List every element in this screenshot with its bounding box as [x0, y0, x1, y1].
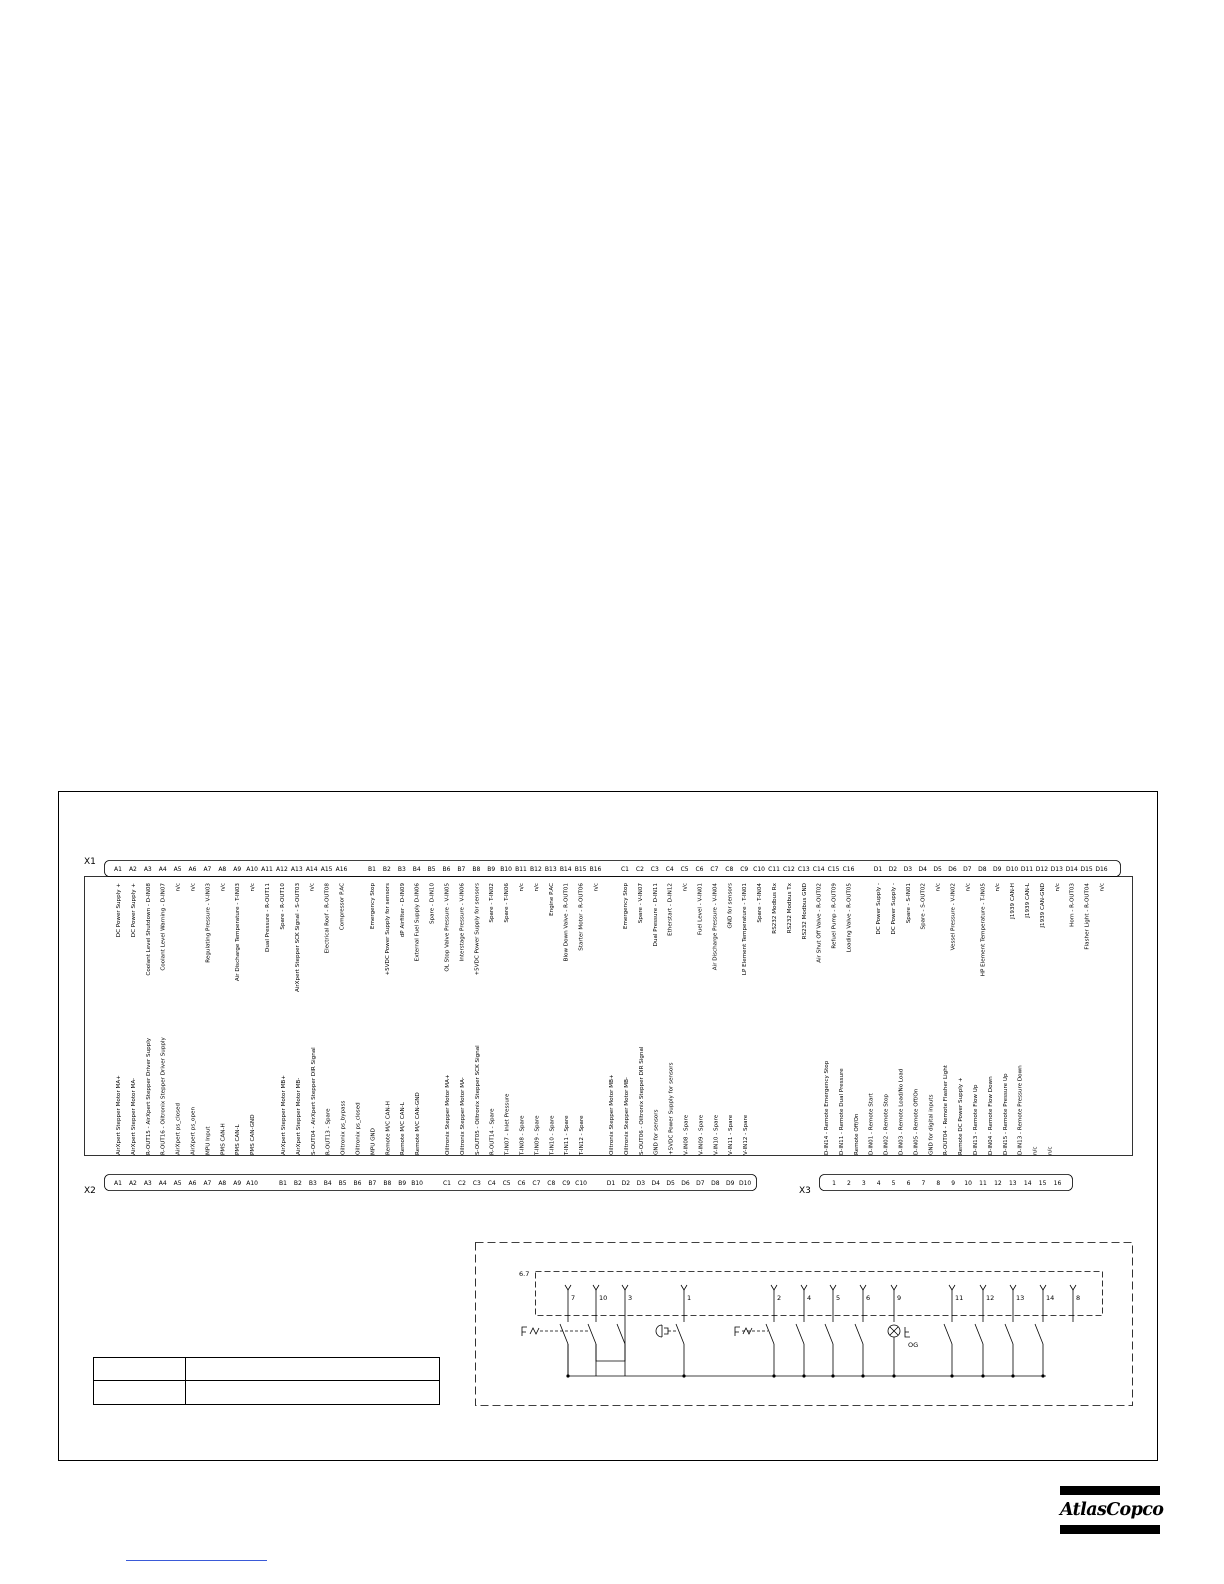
x1-pin: B2	[382, 866, 391, 873]
remote-terminal-number: 9	[897, 1294, 902, 1302]
x2-pin: B8	[383, 1180, 392, 1187]
x1-pin: D3	[903, 866, 913, 873]
x2-pin: A10	[246, 1180, 258, 1187]
x3-pin: 2	[846, 1180, 851, 1187]
x1-pin: D4	[918, 866, 927, 873]
x2-pin: B5	[338, 1180, 347, 1187]
x2-pin: B9	[398, 1180, 407, 1187]
x1-signal: Blow Down Valve - R-OUT01	[563, 883, 570, 962]
x1-signal: Etherstart - D-IN12	[667, 883, 674, 936]
remote-terminal	[676, 1285, 691, 1378]
x1-pin: B10	[500, 866, 512, 873]
x2-signal: Oiltronix ps_bypass	[340, 1100, 347, 1155]
x3-pin: 11	[979, 1180, 987, 1187]
x1-pin: B9	[487, 866, 496, 873]
x1-signal: J1939 CAN-GND	[1039, 883, 1046, 928]
x2-signal: R-OUT13 - Spare	[325, 1108, 332, 1155]
x2-pin: A7	[203, 1180, 212, 1187]
x1-signal: n/c	[175, 883, 182, 892]
x2-pin: C6	[517, 1180, 526, 1187]
x1-pin: B15	[574, 866, 587, 873]
x1-signal: AirXpert Stepper SCK Signal - S-OUT03	[294, 883, 301, 992]
x1-pin: A12	[276, 866, 288, 873]
x2-signal: Remote M/C CAN-GND	[415, 1092, 422, 1155]
x2-signal: Oiltronix Stepper Motor MB+	[609, 1074, 615, 1155]
remote-terminal-number: 14	[1046, 1294, 1055, 1302]
x1-signal: Spare - T-IN04	[757, 883, 764, 923]
x2-pin: A6	[188, 1180, 197, 1187]
remote-terminal-number: 10	[599, 1294, 608, 1302]
x1-pin: C9	[740, 866, 749, 873]
x1-signal: Flasher Light - R-OUT04	[1084, 883, 1091, 950]
x1-pin: C10	[753, 866, 766, 873]
remote-outer-box	[476, 1243, 1133, 1406]
x1-pin: C12	[782, 866, 795, 873]
x1-pin: B16	[589, 866, 602, 873]
x1-signal: Starter Motor - R-OUT06	[578, 883, 585, 951]
remote-terminal-number: 6	[866, 1294, 871, 1302]
x1-pin: D14	[1065, 866, 1078, 873]
x1-signal: DC Power Supply -	[890, 883, 897, 935]
x1-pin: D10	[1005, 866, 1019, 873]
x1-signal: LP Element Temperature - T-IN01	[742, 883, 749, 976]
x2-signal: PMS CAN-L	[235, 1124, 242, 1155]
x1-signal: Air Discharge Temperature - T-IN03	[235, 883, 242, 982]
x1-signal: Fuel Level - V-IN01	[697, 883, 704, 936]
x1-signal: RS232 Modbus Tx	[786, 883, 793, 934]
x2-signal: Oiltronix Stepper Motor MA-	[459, 1077, 466, 1155]
x1-signal: GND for sensors	[727, 883, 734, 929]
x1-signal: dP Airfilter - D-IN09	[399, 883, 406, 938]
x1-pin: A4	[158, 866, 167, 873]
x1-pin: D1	[873, 866, 883, 873]
logo-bar-bottom	[1060, 1525, 1160, 1534]
x1-signal: Air Shut Off Valve - R-OUT02	[816, 883, 823, 963]
x2-pin: D10	[738, 1180, 752, 1187]
x1-pin: D13	[1050, 866, 1063, 873]
remote-terminal-number: 13	[1016, 1294, 1025, 1302]
x3-pin: 9	[951, 1180, 956, 1187]
x2-pin: D7	[696, 1180, 705, 1187]
remote-terminal-number: 8	[1076, 1294, 1081, 1302]
x2-pin: D2	[621, 1180, 631, 1187]
remote-terminal	[1035, 1285, 1054, 1378]
x1-pin: D11	[1020, 866, 1034, 873]
x1-pin: B1	[368, 866, 376, 873]
x1-signal: Spare - S-OUT02	[920, 883, 927, 930]
remote-terminal	[1070, 1285, 1080, 1322]
x1-signal: Spare - R-OUT10	[279, 883, 286, 930]
x3-signal: n/c	[1032, 1146, 1039, 1155]
x1-pin: C15	[827, 866, 840, 873]
x1-pin: D9	[992, 866, 1002, 873]
x1-signal: Coolant Level Warning - D-IN07	[160, 883, 167, 971]
x2-pin: C8	[547, 1180, 556, 1187]
x3-signal: D-IN15 - Remote Pressure Up	[1002, 1073, 1009, 1155]
x3-signal: D-IN11 - Remote Dual Pressure	[838, 1068, 845, 1155]
x2-signal: V-IN09 - Spare	[698, 1114, 705, 1155]
x3-pin: 5	[891, 1180, 896, 1187]
connector-x2	[84, 1037, 757, 1196]
x1-signal: Horn - R-OUT03	[1069, 883, 1076, 927]
x1-pin: A5	[173, 866, 182, 873]
x2-signal: +5VDC Power Supply for sensors	[668, 1062, 675, 1155]
remote-terminal-number: 3	[628, 1294, 633, 1302]
x1-signal: n/c	[593, 883, 600, 892]
x2-pin: D6	[681, 1180, 690, 1187]
x3-signal: D-IN05 - Remote Off/On	[913, 1088, 920, 1155]
x1-pin: A1	[114, 866, 122, 873]
x3-signal: R-OUT04 - Remote Flasher Light	[943, 1065, 950, 1155]
x1-label: X1	[84, 857, 96, 867]
atlas-copco-logo	[1060, 1486, 1164, 1534]
x2-pin: B6	[353, 1180, 362, 1187]
remote-ref-label: 6.7	[519, 1270, 530, 1278]
x2-signal: V-IN12 - Spare	[743, 1114, 750, 1155]
x1-pin: B14	[559, 866, 572, 873]
x2-label: X2	[84, 1186, 96, 1196]
x3-signal: Remote Off/On	[853, 1113, 860, 1155]
x2-pin: B7	[368, 1180, 377, 1187]
remote-terminal	[944, 1285, 963, 1378]
x1-pin: A9	[233, 866, 242, 873]
remote-terminal-number: 12	[986, 1294, 995, 1302]
x1-pin: B3	[397, 866, 406, 873]
x1-signal: J1939 CAN-H	[1010, 883, 1017, 919]
x1-signal: Air Discharge Pressure - V-IN04	[712, 883, 719, 971]
x2-signal: AirXpert ps_closed	[175, 1103, 182, 1155]
x1-signal: HP Element Temperature - T-IN05	[980, 883, 987, 977]
remote-terminal	[825, 1285, 840, 1378]
x1-pin: C3	[650, 866, 659, 873]
x1-pin: A3	[143, 866, 152, 873]
x1-pin: B8	[472, 866, 481, 873]
x2-pin: D9	[725, 1180, 735, 1187]
x1-pin: B13	[544, 866, 557, 873]
x2-signal: AirXpert Stepper Motor MA+	[116, 1075, 122, 1155]
x2-signal: GND for sensors	[653, 1109, 660, 1155]
x1-signal: n/c	[309, 883, 316, 892]
x2-signal: V-IN11 - Spare	[728, 1114, 735, 1155]
x1-signal: Vessel Pressure - V-IN02	[950, 883, 957, 951]
x3-pin-labels	[832, 1180, 1061, 1187]
x1-pin: A2	[128, 866, 137, 873]
x1-signal: Spare - V-IN07	[637, 883, 644, 924]
footer-line	[126, 1560, 267, 1561]
x2-signal: T-IN09 - Spare	[534, 1115, 541, 1155]
x2-pin: D3	[636, 1180, 646, 1187]
x2-signal: AirXpert Stepper Motor MB-	[295, 1077, 302, 1155]
x2-signal: S-OUT04 - AirXpert Stepper DIR Signal	[310, 1047, 317, 1155]
x1-signal-labels	[116, 882, 1106, 992]
x1-pin: C11	[768, 866, 780, 873]
x1-signal: J1939 CAN-L	[1025, 883, 1031, 918]
x2-pin: C10	[575, 1180, 588, 1187]
x2-signal: AirXpert ps_open	[190, 1107, 197, 1155]
x2-pin: A4	[158, 1180, 167, 1187]
x1-signal: Coolant Level Shutdown - D-IN08	[145, 883, 152, 976]
x1-pin: A16	[335, 866, 348, 873]
x1-pin: A13	[290, 866, 303, 873]
remote-terminal-number: 4	[807, 1294, 812, 1302]
x2-signal: Oiltronix Stepper Motor MB-	[623, 1077, 630, 1155]
x1-pin: D8	[978, 866, 987, 873]
x3-pin: 7	[921, 1180, 926, 1187]
x2-pin: A5	[173, 1180, 182, 1187]
remote-terminal-number: 5	[836, 1294, 841, 1302]
x2-signal: T-IN12 - Spare	[579, 1115, 586, 1155]
x3-header	[820, 1175, 1073, 1191]
x3-pin: 14	[1023, 1180, 1032, 1187]
x2-pin: D5	[666, 1180, 675, 1187]
x1-pin: C4	[665, 866, 674, 873]
x1-signal: Interstage Pressure - V-IN06	[459, 883, 466, 962]
x3-signal: n/c	[1047, 1146, 1054, 1155]
x1-pin-labels	[114, 866, 1108, 873]
x1-signal: Spare - T-IN06	[504, 883, 511, 923]
x2-signal: T-IN11 - Spare	[564, 1115, 571, 1155]
x3-signal: GND for digital inputs	[928, 1094, 935, 1155]
x2-signal: V-IN08 - Spare	[683, 1114, 690, 1155]
x2-pin: C9	[562, 1180, 571, 1187]
x2-pin: A9	[233, 1180, 242, 1187]
x2-pin: B2	[293, 1180, 302, 1187]
x1-pin: D7	[963, 866, 972, 873]
remote-terminal	[855, 1285, 870, 1378]
remote-contacts	[522, 1285, 1080, 1378]
x1-pin: C6	[695, 866, 704, 873]
x2-signal: R-OUT16 - Oiltronix Stepper Driver Supply	[160, 1037, 167, 1155]
x2-signal: AirXpert Stepper Motor MB+	[281, 1075, 287, 1155]
x1-signal: Emergency Stop	[370, 883, 376, 930]
x2-pin: B1	[279, 1180, 287, 1187]
x2-signal: PMS CAN-GND	[250, 1114, 257, 1155]
x2-pin: C3	[472, 1180, 481, 1187]
logo-bar-top	[1060, 1486, 1160, 1495]
remote-terminal	[617, 1285, 632, 1376]
x2-signal: S-OUT06 - Oiltronix Stepper DIR Signal	[638, 1046, 645, 1155]
x1-signal: RS232 Modbus Rx	[772, 883, 778, 934]
x1-signal: Engine P.AC	[548, 883, 555, 916]
x3-pin: 10	[964, 1180, 972, 1187]
x1-pin: C5	[680, 866, 689, 873]
x3-signal-labels	[824, 1060, 1054, 1155]
x1-signal: n/c	[250, 883, 257, 892]
x2-signal: S-OUT05 - Oiltronix Stepper SCK Signal	[474, 1045, 481, 1155]
x2-signal: MPU GND	[370, 1128, 377, 1155]
x1-signal: Loading Valve - R-OUT05	[846, 883, 853, 953]
x1-signal: Emergency Stop	[623, 883, 629, 930]
x1-signal: Compressor P.AC	[339, 883, 346, 931]
x3-pin: 8	[936, 1180, 941, 1187]
x1-signal: Dual Pressure - D-IN11	[652, 883, 659, 947]
x2-pin: A8	[218, 1180, 227, 1187]
x3-pin: 6	[906, 1180, 911, 1187]
x1-pin: A8	[218, 866, 227, 873]
x1-signal: n/c	[220, 883, 227, 892]
x1-signal: DC Power Supply -	[876, 883, 882, 935]
x1-pin: C16	[842, 866, 855, 873]
x2-pin: C7	[532, 1180, 541, 1187]
x3-label: X3	[799, 1186, 811, 1196]
x2-signal: R-OUT14 - Spare	[489, 1108, 496, 1155]
x1-pin: D5	[933, 866, 942, 873]
x1-pin: A7	[203, 866, 212, 873]
x1-pin: D15	[1080, 866, 1093, 873]
x2-signal: Oiltronix ps_closed	[355, 1102, 362, 1155]
x1-pin: C13	[797, 866, 810, 873]
x2-signal: T-IN08 - Spare	[519, 1115, 526, 1155]
x1-pin: B7	[457, 866, 466, 873]
x2-signal-labels	[116, 1037, 749, 1156]
x1-pin: B4	[412, 866, 421, 873]
x1-signal: Spare - S-IN01	[905, 883, 912, 924]
remote-terminal	[1005, 1285, 1024, 1378]
x2-signal: MPU Input	[205, 1126, 212, 1155]
x1-signal: RS232 Modbus GND	[801, 883, 808, 940]
connector-x3	[799, 1060, 1073, 1196]
x1-pin: C1	[620, 866, 630, 873]
x1-signal: n/c	[190, 883, 197, 892]
x1-signal: +5VDC Power Supply for sensors	[384, 883, 391, 976]
x3-signal: D-IN03 - Remote Load/No Load	[898, 1068, 905, 1155]
x2-pin: C2	[457, 1180, 466, 1187]
remote-terminal	[975, 1285, 994, 1378]
x2-signal: Remote M/C CAN-L	[400, 1102, 407, 1155]
x2-pin: D8	[711, 1180, 720, 1187]
x1-signal: Dual Pressure - R-OUT11	[265, 883, 271, 952]
x3-signal: Remote DC Power Supply +	[958, 1077, 965, 1155]
x1-pin: A11	[261, 866, 273, 873]
x1-pin: B6	[442, 866, 451, 873]
x3-pin: 12	[994, 1180, 1002, 1187]
x3-pin: 1	[832, 1180, 836, 1187]
x3-signal: D-IN13 - Remote Flow Up	[973, 1084, 979, 1155]
x1-signal: n/c	[682, 883, 689, 892]
remote-terminal-number: 1	[687, 1294, 692, 1302]
x2-pin: C1	[442, 1180, 452, 1187]
x2-signal: T-IN10 - Spare	[549, 1115, 556, 1155]
x2-signal: AirXpert Stepper Motor MA-	[130, 1077, 137, 1155]
remote-terminal	[588, 1285, 607, 1376]
x3-signal: D-IN04 - Remote Flow Down	[987, 1076, 994, 1155]
x2-pin: C5	[502, 1180, 511, 1187]
x1-signal: n/c	[995, 883, 1002, 892]
x2-signal: PMS CAN-H	[220, 1123, 227, 1155]
remote-terminal	[888, 1285, 901, 1378]
x2-pin: A1	[114, 1180, 122, 1187]
revision-table	[94, 1358, 440, 1405]
x3-pin: 15	[1038, 1180, 1047, 1187]
x1-pin: D6	[948, 866, 957, 873]
remote-control-schematic	[476, 1243, 1133, 1406]
x3-pin: 16	[1053, 1180, 1062, 1187]
x3-pin: 13	[1008, 1180, 1017, 1187]
x1-signal: n/c	[519, 883, 525, 892]
lamp-label: OG	[908, 1341, 919, 1349]
x2-pin: B4	[323, 1180, 332, 1187]
x2-pin: B3	[308, 1180, 317, 1187]
x1-signal: Regulating Pressure - V-IN03	[205, 883, 212, 963]
x2-pin: C4	[487, 1180, 496, 1187]
x2-pin: A2	[128, 1180, 137, 1187]
x1-pin: D16	[1095, 866, 1108, 873]
remote-terminal-number: 7	[571, 1294, 576, 1302]
x2-signal: Remote M/C CAN-H	[385, 1101, 392, 1155]
x2-pin-labels	[114, 1180, 751, 1187]
x1-signal: Refuel Pump - R-OUT09	[831, 883, 838, 949]
x1-pin: C8	[725, 866, 734, 873]
x1-pin: C7	[710, 866, 719, 873]
x3-signal: D-IN14 - Remote Emergency Stop	[824, 1060, 830, 1155]
x1-signal: Electrical Roof - R-OUT08	[324, 883, 331, 954]
x2-pin: D4	[651, 1180, 660, 1187]
x1-pin: A15	[320, 866, 333, 873]
x2-pin: A3	[143, 1180, 152, 1187]
remote-terminal-number: 2	[777, 1294, 782, 1302]
x1-pin: D12	[1035, 866, 1049, 873]
x1-signal: n/c	[965, 883, 972, 892]
x3-signal: D-IN01 - Remote Start	[868, 1093, 875, 1155]
x2-signal: Oiltronix Stepper Motor MA+	[445, 1074, 451, 1155]
x1-pin: B11	[515, 866, 527, 873]
remote-terminal	[766, 1285, 781, 1378]
x1-signal: External Fuel Supply D-IN06	[414, 883, 421, 962]
x3-pin: 3	[861, 1180, 866, 1187]
x1-signal: OL Stop Valve Pressure - V-IN05	[444, 883, 451, 972]
x2-signal: R-OUT15 - AirXpert Stepper Driver Supply	[145, 1037, 152, 1155]
x1-signal: +5VDC Power Supply for sensors	[474, 883, 481, 976]
x1-pin: A14	[305, 866, 318, 873]
x2-pin: B10	[411, 1180, 423, 1187]
remote-terminal	[796, 1285, 811, 1378]
x1-pin: A6	[188, 866, 197, 873]
x1-signal: n/c	[935, 883, 942, 892]
remote-terminal-number: 11	[955, 1294, 964, 1302]
x1-signal: n/c	[1054, 883, 1061, 892]
x1-signal: n/c	[1099, 883, 1106, 892]
x2-signal: V-IN10 - Spare	[713, 1114, 720, 1155]
x1-pin: B12	[530, 866, 542, 873]
x2-signal: T-IN07 - Inlet Pressure	[504, 1093, 511, 1155]
x1-pin: C2	[635, 866, 644, 873]
x1-pin: A10	[246, 866, 258, 873]
x1-pin: C14	[812, 866, 825, 873]
x1-signal: n/c	[533, 883, 540, 892]
x1-pin: D2	[888, 866, 898, 873]
x2-pin: D1	[606, 1180, 616, 1187]
x3-signal: D-IN13 - Remote Pressure Down	[1017, 1065, 1024, 1155]
x3-signal: D-IN02 - Remote Stop	[883, 1094, 890, 1155]
logo-text: AtlasCopco	[1060, 1500, 1164, 1520]
x1-signal: DC Power Supply +	[116, 883, 122, 938]
x1-signal: DC Power Supply +	[130, 883, 137, 938]
x3-pin: 4	[876, 1180, 881, 1187]
x1-signal: Spare - D-IN10	[429, 883, 436, 924]
x1-pin: B5	[427, 866, 436, 873]
x1-signal: Spare - T-IN02	[489, 883, 496, 923]
